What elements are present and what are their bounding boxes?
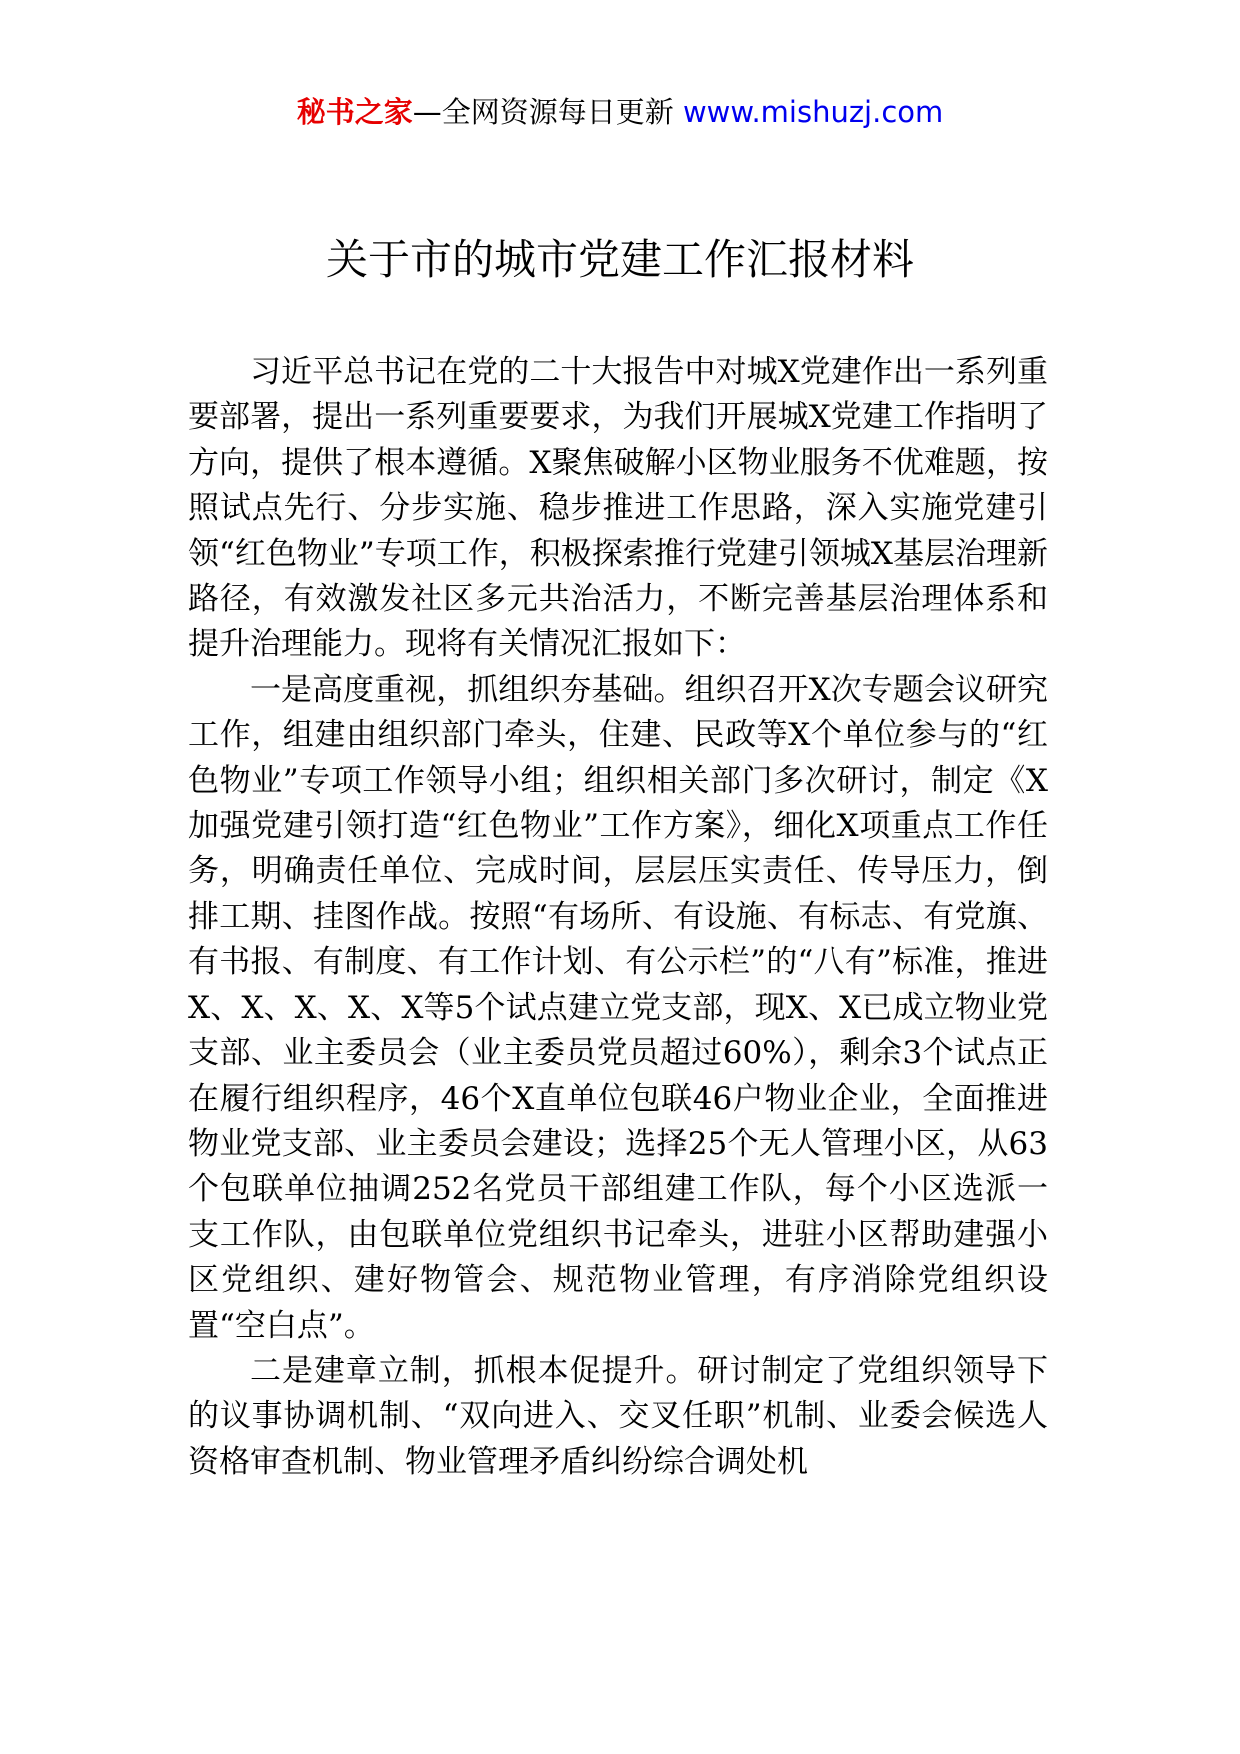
document-body [188, 350, 1048, 1485]
paragraph-intro: 习近平总书记在党的二十大报告中对城X党建作出一系列重要部署，提出一系列重要要求，为我们开展城X党建工作指明了方向，提供了根本遵循。X聚焦破解小区物业服务不优难题，按照试点先行、分步实施、稳步推进工作思路，深入实施党建引领“红色物业”专项工作，积极探索推行党建引领城X基层治理新路径，有效激发社区多元共治活力，不断完善基层治理体系和提升治理能力。现将有关情况汇报如下： [188, 354, 1048, 663]
paragraph-institution: 二是建章立制，抓根本促提升。研讨制定了党组织领导下的议事协调机制、“双向进入、交叉任职”机制、业委会候选人资格审查机制、物业管理矛盾纠纷综合调处机 [188, 1352, 1048, 1480]
document-title: 关于市的城市党建工作汇报材料 [325, 235, 914, 284]
site-brand: 秘书之家 [296, 95, 413, 129]
site-url-link[interactable]: www.mishuzj.com [682, 95, 944, 129]
site-slogan: —全网资源每日更新 [412, 95, 674, 129]
paragraph-organization: 一是高度重视，抓组织夯基础。组织召开X次专题会议研究工作，组建由组织部门牵头，住建、民政等X个单位参与的“红色物业”专项工作领导小组；组织相关部门多次研讨，制定《X加强党建引领打造“红色物业”工作方案》，细化X项重点工作任务，明确责任单位、完成时间，层层压实责任、传导压力，倒排工期、挂图作战。按照“有场所、有设施、有标志、有党旗、有书报、有制度、有工作计划、有公示栏”的“八有”标准，推进X、X、X、X、X等5个试点建立党支部，现X、X已成立物业党支部、业主委员会（业主委员党员超过60%），剩余3个试点正在履行组织程序，46个X直单位包联46户物业企业，全面推进物业党支部、业主委员会建设；选择25个无人管理小区，从63个包联单位抽调252名党员干部组建工作队，每个小区选派一支工作队，由包联单位党组织书记牵头，进驻小区帮助建强小区党组织、建好物管会、规范物业管理，有序消除党组织设置“空白点”。 [188, 671, 1048, 1344]
site-header [0, 92, 1240, 132]
